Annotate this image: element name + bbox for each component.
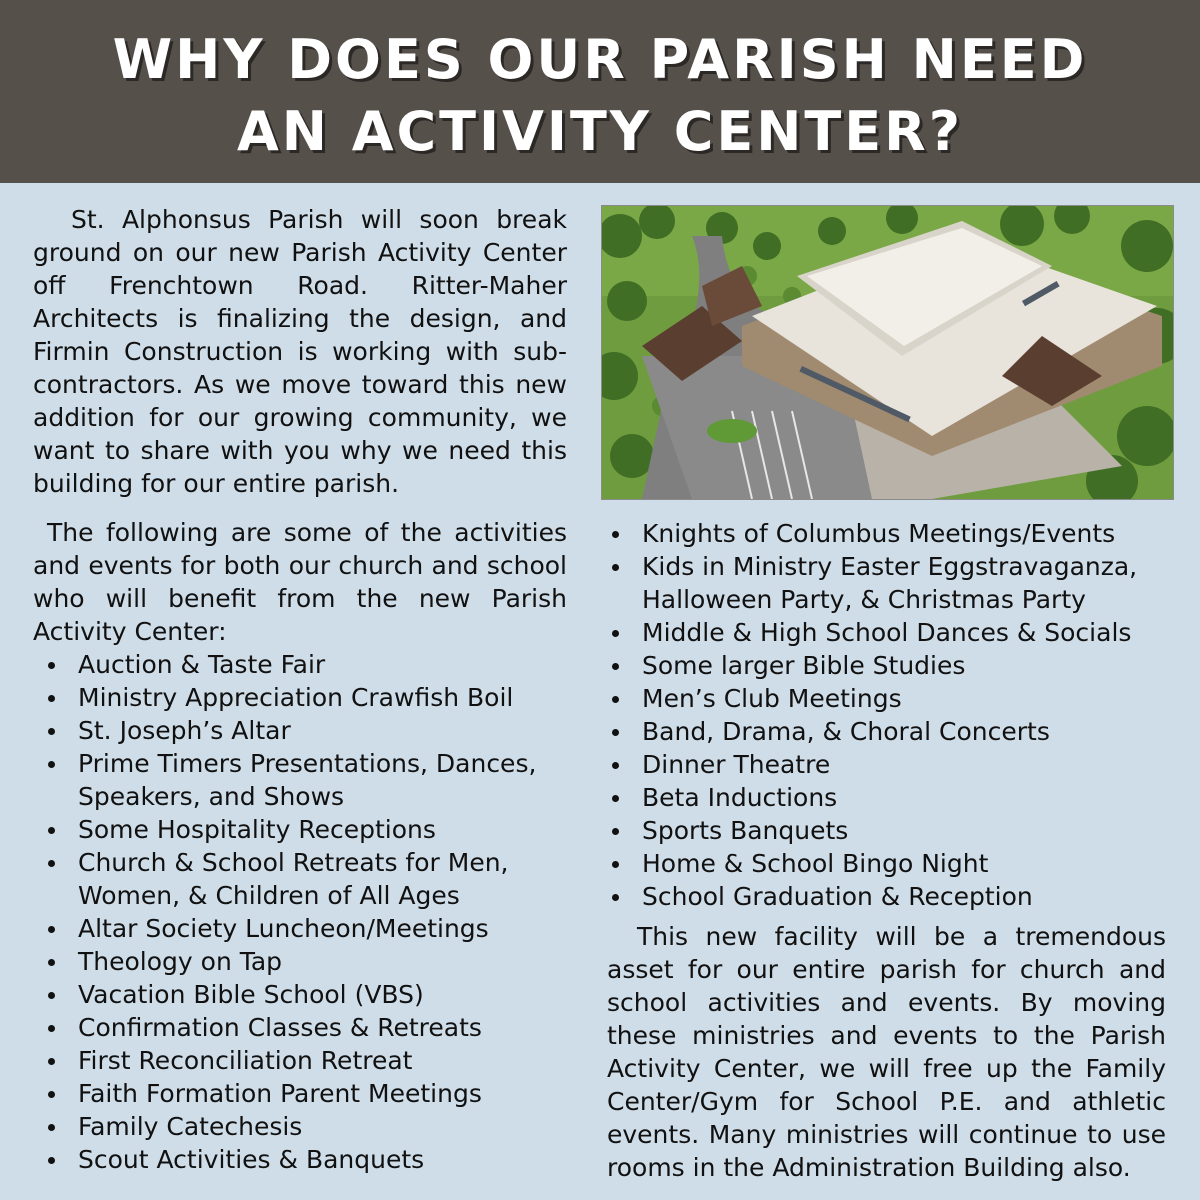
header-banner: [0, 0, 1200, 183]
bullet-icon: [612, 663, 619, 670]
bullet-icon: [48, 1091, 55, 1098]
list-item: Men’s Club Meetings: [610, 682, 1190, 715]
bullet-icon: [612, 630, 619, 637]
bullet-icon: [612, 696, 619, 703]
list-item: Ministry Appreciation Crawfish Boil: [46, 681, 586, 714]
list-item: Vacation Bible School (VBS): [46, 978, 586, 1011]
bullet-icon: [48, 827, 55, 834]
list-item: First Reconciliation Retreat: [46, 1044, 586, 1077]
bullet-icon: [48, 959, 55, 966]
list-item: School Graduation & Reception: [610, 880, 1190, 913]
bullet-icon: [48, 761, 55, 768]
activities-list-left: [46, 648, 586, 1176]
bullet-icon: [48, 1124, 55, 1131]
list-item: Some Hospitality Receptions: [46, 813, 586, 846]
list-item: Sports Banquets: [610, 814, 1190, 847]
list-item: Dinner Theatre: [610, 748, 1190, 781]
list-item: Some larger Bible Studies: [610, 649, 1190, 682]
list-item: Middle & High School Dances & Socials: [610, 616, 1190, 649]
list-item: Home & School Bingo Night: [610, 847, 1190, 880]
bullet-icon: [48, 926, 55, 933]
list-item: Family Catechesis: [46, 1110, 586, 1143]
list-item: Confirmation Classes & Retreats: [46, 1011, 586, 1044]
list-item: Beta Inductions: [610, 781, 1190, 814]
list-item: Faith Formation Parent Meetings: [46, 1077, 586, 1110]
bullet-icon: [612, 762, 619, 769]
list-item: Church & School Retreats for Men, Women, & Children of All Ages: [46, 846, 586, 912]
bullet-icon: [48, 1058, 55, 1065]
bullet-icon: [48, 1157, 55, 1164]
list-item: Prime Timers Presentations, Dances, Speakers, and Shows: [46, 747, 586, 813]
bullet-icon: [612, 564, 619, 571]
list-item: Theology on Tap: [46, 945, 586, 978]
bullet-icon: [48, 1025, 55, 1032]
bullet-icon: [48, 992, 55, 999]
following-paragraph: The following are some of the activities and events for both our church and school who will benefit from the new Parish Activity Center:: [33, 518, 567, 646]
bullet-icon: [48, 695, 55, 702]
activities-list-right: [610, 517, 1190, 913]
list-item: St. Joseph’s Altar: [46, 714, 586, 747]
list-item: Altar Society Luncheon/Meetings: [46, 912, 586, 945]
list-item: Scout Activities & Banquets: [46, 1143, 586, 1176]
bullet-icon: [612, 861, 619, 868]
closing-paragraph: This new facility will be a tremendous asset for our entire parish for church and school activities and events. By moving these ministries and events to the Parish Activity Center, we will free up the Family Center/Gym for School P.E. and athletic events. Many ministries will continue to use rooms in the Administration Building also.: [607, 922, 1166, 1182]
bullet-icon: [48, 662, 55, 669]
list-item: Knights of Columbus Meetings/Events: [610, 517, 1190, 550]
bullet-icon: [612, 729, 619, 736]
list-item: Kids in Ministry Easter Eggstravaganza, Halloween Party, & Christmas Party: [610, 550, 1190, 616]
intro-paragraph: St. Alphonsus Parish will soon break ground on our new Parish Activity Center off Frenchtown Road. Ritter-Maher Architects is finalizing the design, and Firmin Construction is working with sub-contractors. As we move toward this new addition for our growing community, we want to share with you why we need this building for our entire parish.: [33, 205, 567, 498]
bullet-icon: [48, 728, 55, 735]
page-title-line-2: AN ACTIVITY CENTER?: [236, 100, 964, 163]
list-item: Band, Drama, & Choral Concerts: [610, 715, 1190, 748]
page-title-line-1: WHY DOES OUR PARISH NEED: [112, 28, 1088, 91]
list-item: Auction & Taste Fair: [46, 648, 586, 681]
activity-center-rendering: [601, 205, 1174, 500]
bullet-icon: [612, 795, 619, 802]
bullet-icon: [48, 860, 55, 867]
bullet-icon: [612, 894, 619, 901]
bullet-icon: [612, 828, 619, 835]
bullet-icon: [612, 531, 619, 538]
